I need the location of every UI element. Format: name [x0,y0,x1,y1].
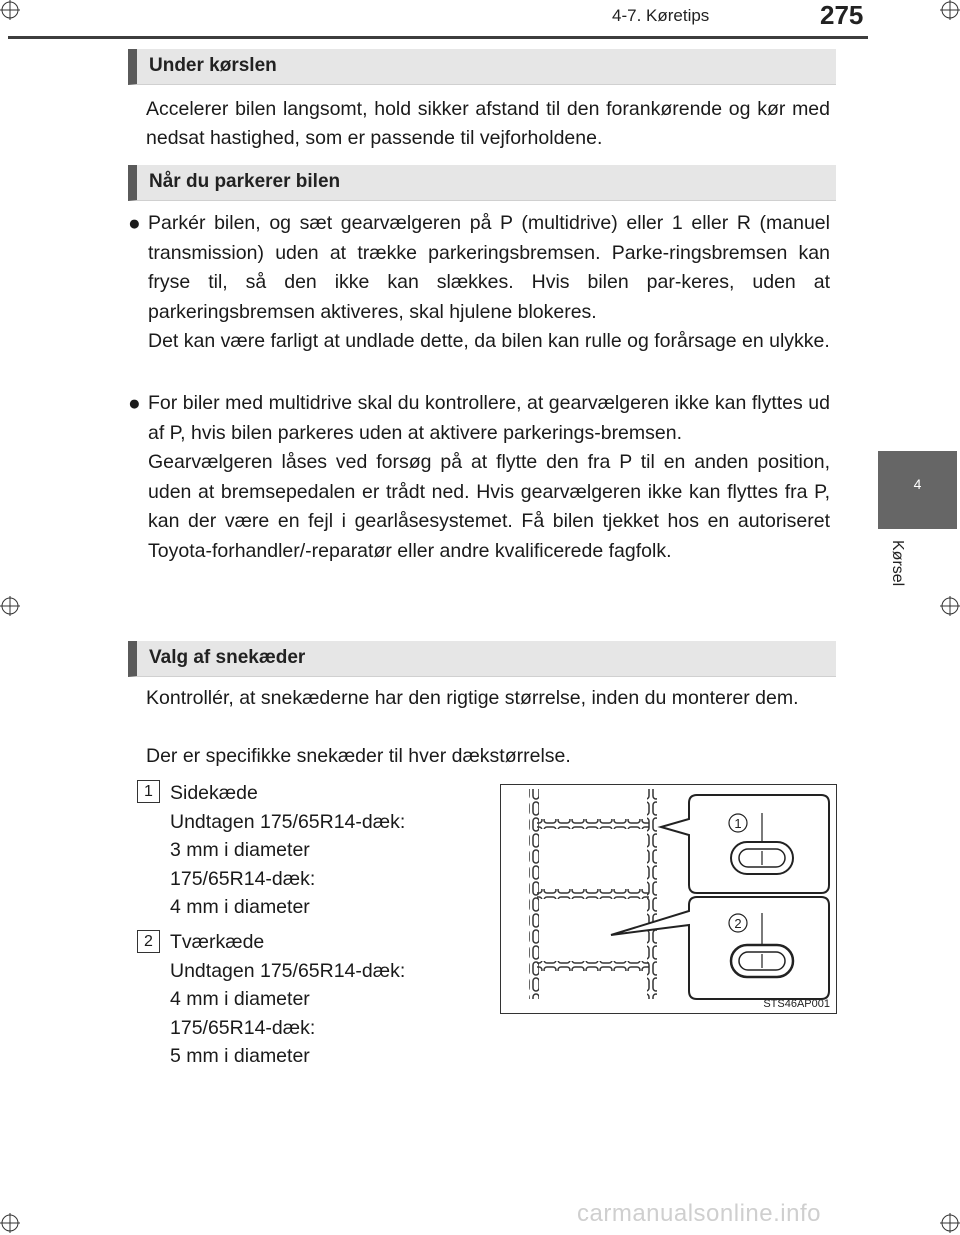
watermark: carmanualsonline.info [577,1200,821,1227]
spec-line: 3 mm i diameter [170,839,310,862]
header-rule [8,36,868,39]
bullet-icon: ● [128,392,141,415]
spec-line: 5 mm i diameter [170,1045,310,1068]
spec-line: 4 mm i diameter [170,988,310,1011]
bullet-extra-text: Gearvælgeren låses ved forsøg på at flytte den fra P til en anden position, uden at bremsepedalen er trådt ned. Hvis gearvælgeren ikke kan flyttes fra P, kan der være en fejl i gearlåsesystemet. Få bilen tjekket hos en autoriseret Toyota-forhandler/-reparatør eller andre kvalificerede fagfolk. [148,451,830,562]
page-number: 275 [820,0,864,30]
spec-line: Undtagen 175/65R14-dæk: [170,959,406,982]
side-chain-spec [170,779,405,922]
section-heading-parking [128,165,836,201]
section-heading-text: Når du parkerer bilen [149,171,341,192]
section-heading-text: Under kørslen [149,55,277,76]
spec-line: Sidekæde [170,782,258,804]
figure-code: STS46AP001 [763,998,830,1010]
header-section-title: 4-7. Køretips [612,6,710,25]
item-number-box-2: 2 [137,930,160,953]
crop-mark-icon [940,1213,960,1233]
chapter-tab [878,451,957,529]
cross-chain-spec [170,928,405,1071]
section-heading-text: Valg af snekæder [149,647,306,668]
crop-mark-icon [940,0,960,20]
crop-mark-icon [0,596,20,616]
bullet-icon: ● [128,212,141,235]
crop-mark-icon [0,1213,20,1233]
parking-bullet-2 [128,389,830,566]
crop-mark-icon [0,0,20,20]
spec-line: 175/65R14-dæk: [170,1016,316,1039]
spec-line: Undtagen 175/65R14-dæk: [170,810,406,833]
spec-line: Tværkæde [170,931,265,953]
snow-chain-illustration [501,785,836,1013]
bullet-main-text: Parkér bilen, og sæt gearvælgeren på P (multidrive) eller 1 eller R (manuel transmission) uden at trække parkeringsbremsen. Parke-ringsbremsen kan fryse til, så den ikke kan slækkes. Hvis bilen par-keres, uden at parkeringsbremsen aktiveres, skal hjulene blokeres. [148,212,830,323]
chapter-title: Kørsel [889,540,906,587]
bullet-main-text: For biler med multidrive skal du kontrollere, at gearvælgeren ikke kan flyttes ud af P, hvis bilen parkeres uden at aktivere parkerings-bremsen. [148,392,830,444]
parking-bullet-1 [128,209,830,357]
bullet-extra-text: Det kan være farligt at undlade dette, da bilen kan rulle og forårsage en ulykke. [148,330,830,352]
spec-line: 4 mm i diameter [170,896,310,919]
chapter-label [880,540,910,610]
figure-callout-1: 1 [734,816,742,831]
item-number-box-1: 1 [137,780,160,803]
section-heading-driving [128,49,836,85]
chains-paragraph-1: Kontrollér, at snekæderne har den rigtige størrelse, inden du monterer dem. [146,687,799,709]
snow-chain-figure [500,784,837,1014]
chains-paragraph-2: Der er specifikke snekæder til hver dækstørrelse. [146,745,571,767]
figure-callout-2: 2 [734,916,742,931]
chapter-number: 4 [913,476,922,492]
driving-paragraph: Accelerer bilen langsomt, hold sikker afstand til den forankørende og kør med nedsat hastighed, som er passende til vejforholdene. [146,98,830,149]
section-heading-chains [128,641,836,677]
spec-line: 175/65R14-dæk: [170,867,316,890]
crop-mark-icon [940,596,960,616]
